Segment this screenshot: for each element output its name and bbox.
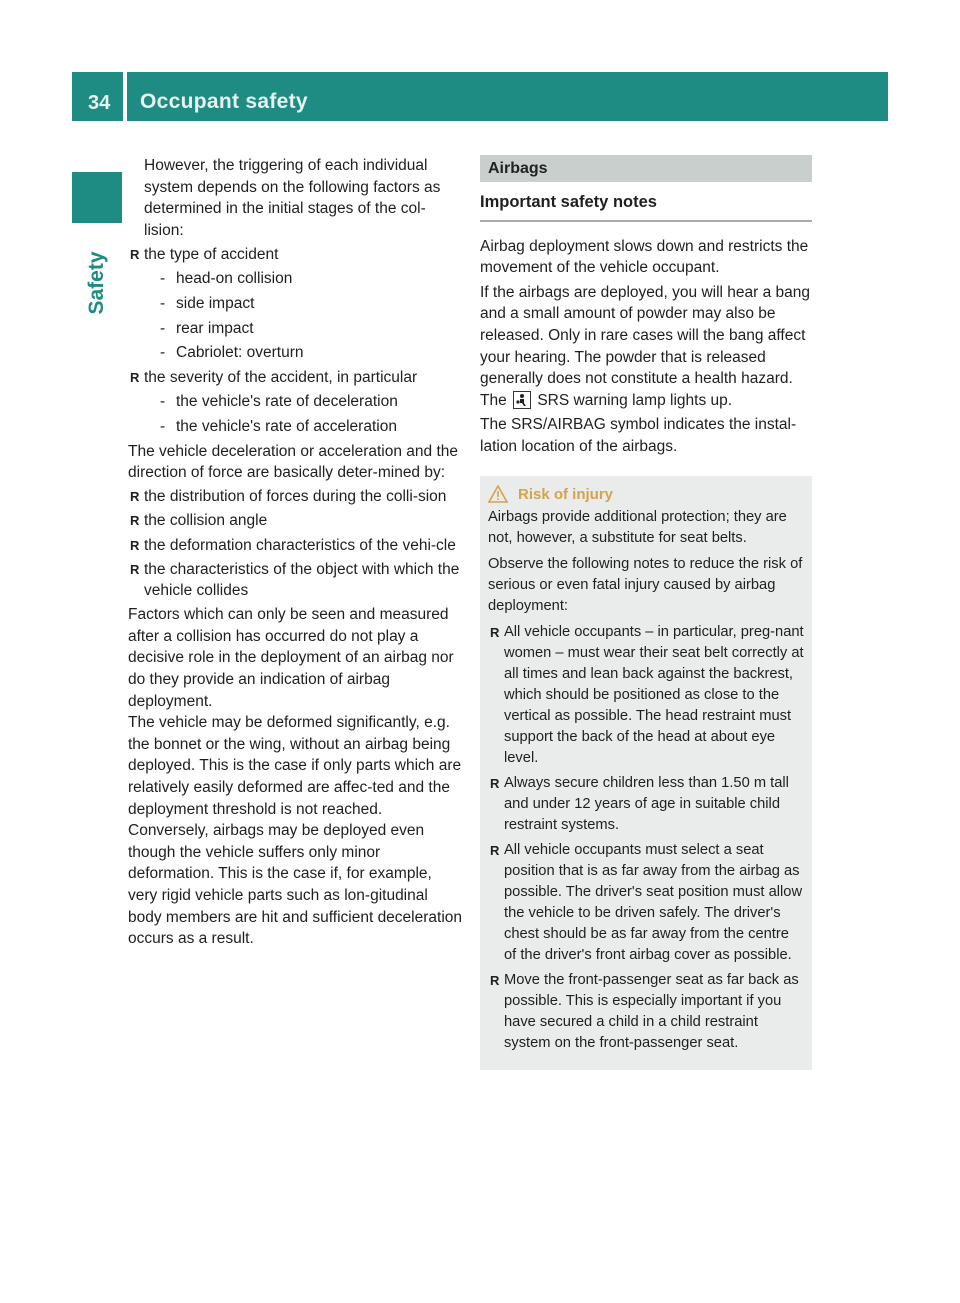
srs-warning-lamp-icon — [513, 391, 531, 409]
warning-box — [480, 476, 812, 1070]
list-item: R the collision angle — [128, 510, 462, 532]
section-heading: Airbags — [480, 155, 812, 182]
list-item: R the type of accident — [128, 244, 462, 266]
sub-list-item: - head-on collision — [128, 268, 462, 290]
side-tab — [72, 172, 122, 223]
list-item: R All vehicle occupants must select a seat position that is as far away from the airbag as possible. The driver's seat position must allow the vehicle to be driven safely. The driver's chest should be as far away from the centre of the driver's front airbag cover as possible. — [488, 840, 804, 966]
paragraph: The SRS/AIRBAG symbol indicates the instal-lation location of the airbags. — [480, 416, 797, 455]
sub-list-item: - side impact — [128, 293, 462, 315]
side-label-text: Safety — [85, 251, 108, 315]
list-item: R the severity of the accident, in particular — [128, 367, 462, 389]
side-label — [84, 238, 110, 328]
left-column — [128, 155, 462, 950]
warning-title: Risk of injury — [518, 485, 614, 503]
paragraph — [480, 282, 812, 412]
paragraph: The vehicle deceleration or acceleration and the direction of force are basically deter-mined by: — [128, 442, 459, 482]
list-item: R the deformation characteristics of the vehi-cle — [128, 535, 462, 557]
page-number: 34 — [88, 92, 111, 114]
text-span: SRS warning lamp lights up. — [537, 391, 733, 409]
sub-list-item: - rear impact — [128, 318, 462, 340]
list-item: R the distribution of forces during the colli-sion — [128, 486, 462, 508]
warning-triangle-icon — [488, 485, 508, 503]
text-span: If the airbags are deployed, you will hear a bang and a small amount of powder may also be released. Only in rare cases will the bang affect your hearing. The powder that is released generally does not constitute a health hazard. The — [480, 283, 811, 409]
header-divider — [123, 72, 127, 121]
list-item: R All vehicle occupants – in particular, preg-nant women – must wear their seat belt correctly at all times and lean back against the backrest, which should be positioned as close to the vertical as possible. The head restraint must support the back of the head at about eye level. — [488, 622, 804, 769]
sub-list-item: - the vehicle's rate of acceleration — [128, 416, 462, 438]
list-item: R Move the front-passenger seat as far back as possible. This is especially important if you have secured a child in a child restraint system on the front-passenger seat. — [488, 970, 804, 1054]
warning-header — [488, 484, 804, 505]
paragraph: Observe the following notes to reduce the risk of serious or even fatal injury caused by airbag deployment: — [488, 555, 803, 614]
paragraph: The vehicle may be deformed significantly, e.g. the bonnet or the wing, without an airbag being deployed. This is the case if only parts which are relatively easily deformed are affec-ted and the deployment threshold is not reached. Conversely, airbags may be deployed even though the vehicle suffers only minor deformation. This is the case if, for example, very rigid vehicle parts such as lon-gitudinal body members are hit and sufficient deceleration occurs as a result. — [128, 714, 463, 948]
subsection-heading: Important safety notes — [480, 192, 812, 222]
list-item: R Always secure children less than 1.50 m tall and under 12 years of age in suitable child restraint systems. — [488, 773, 804, 836]
paragraph: Airbag deployment slows down and restricts the movement of the vehicle occupant. — [480, 237, 809, 277]
paragraph: However, the triggering of each individual system depends on the following factors as determined in the initial stages of the col-lision: — [144, 157, 441, 239]
right-column — [480, 155, 812, 1070]
paragraph: Airbags provide additional protection; they are not, however, a substitute for seat belts. — [488, 508, 787, 546]
paragraph: Factors which can only be seen and measured after a collision has occurred do not play a decisive role in the deployment of an airbag nor do they provide an indication of airbag deployment. — [128, 606, 454, 710]
body-text — [480, 236, 812, 458]
sub-list-item: - the vehicle's rate of deceleration — [128, 391, 462, 413]
sub-list-item: - Cabriolet: overturn — [128, 342, 462, 364]
section-title: Occupant safety — [140, 90, 308, 113]
list-item: R the characteristics of the object with which the vehicle collides — [128, 559, 462, 602]
